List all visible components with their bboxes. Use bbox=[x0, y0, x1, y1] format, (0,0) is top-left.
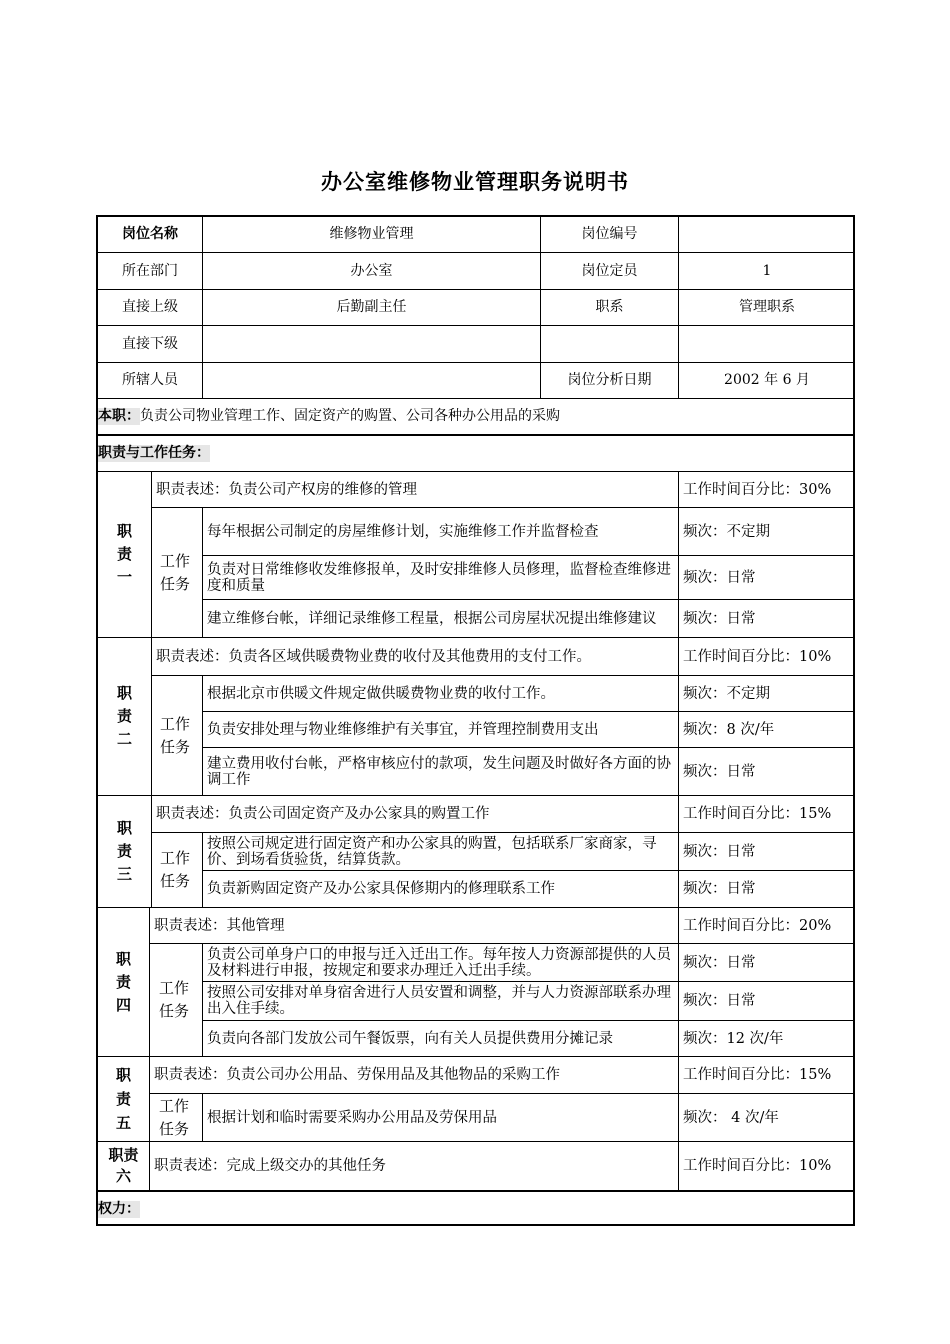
duty-5-task-1-freq: 频次： 4 次/年 bbox=[679, 1094, 855, 1142]
duty-4-label bbox=[98, 908, 150, 1057]
duty-summary-row bbox=[98, 399, 855, 436]
quota-value: 1 bbox=[679, 253, 855, 290]
duty-3-task-2: 负责新购固定资产及办公家具保修期内的修理联系工作 bbox=[203, 871, 679, 908]
duty-2-task-3: 建立费用收付台帐，严格审核应付的款项，发生问题及时做好各方面的协调工作 bbox=[203, 748, 679, 796]
duty-3-task-label bbox=[152, 833, 203, 908]
duty-1-task-1-freq: 频次：不定期 bbox=[679, 508, 855, 556]
authority-label: 权力： bbox=[98, 1200, 140, 1217]
duty-3-char-2: 责 bbox=[116, 842, 132, 860]
staff-value bbox=[203, 363, 541, 399]
quota-label: 岗位定员 bbox=[541, 253, 679, 290]
series-value: 管理职系 bbox=[679, 290, 855, 326]
duty-2-task-3-freq: 频次：日常 bbox=[679, 748, 855, 796]
position-name-label: 岗位名称 bbox=[98, 217, 203, 253]
duty-1-task-label bbox=[152, 508, 203, 638]
job-description-table bbox=[96, 215, 855, 1226]
duty-1-char-2: 责 bbox=[116, 545, 132, 563]
duty-2-char-1: 职 bbox=[116, 684, 132, 702]
subordinate-label: 直接下级 bbox=[98, 326, 203, 363]
duty-6-label bbox=[98, 1142, 150, 1191]
position-code-label: 岗位编号 bbox=[541, 217, 679, 253]
duty-1-task-1: 每年根据公司制定的房屋维修计划，实施维修工作并监督检查 bbox=[203, 508, 679, 556]
duties-header-row bbox=[98, 436, 855, 472]
duty-3-task-2-freq: 频次：日常 bbox=[679, 871, 855, 908]
duty-2-task-1: 根据北京市供暖文件规定做供暖费物业费的收付工作。 bbox=[203, 676, 679, 712]
authority-row bbox=[98, 1191, 855, 1226]
analysis-date-label: 岗位分析日期 bbox=[541, 363, 679, 399]
duty-2-description: 职责表述：负责各区域供暖费物业费的收付及其他费用的支付工作。 bbox=[152, 638, 679, 676]
duty-3-char-3: 三 bbox=[116, 865, 132, 883]
duty-4-percent: 工作时间百分比：20% bbox=[679, 908, 855, 944]
duty-5-label bbox=[98, 1057, 150, 1142]
duty-4-task-1-freq: 频次：日常 bbox=[679, 944, 855, 982]
duty-5-char-3: 五 bbox=[115, 1114, 131, 1132]
duty-summary-text: 负责公司物业管理工作、固定资产的购置、公司各种办公用品的采购 bbox=[140, 408, 560, 424]
duty-3-task-1-freq: 频次：日常 bbox=[679, 833, 855, 871]
duty-2-percent: 工作时间百分比：10% bbox=[679, 638, 855, 676]
duty-5-description: 职责表述：负责公司办公用品、劳保用品及其他物品的采购工作 bbox=[150, 1057, 679, 1094]
duty-6-char-2: 六 bbox=[115, 1167, 131, 1185]
duty-3-char-1: 职 bbox=[116, 819, 132, 837]
duty-1-task-3: 建立维修台帐，详细记录维修工程量，根据公司房屋状况提出维修建议 bbox=[203, 600, 679, 638]
duty-1-label bbox=[98, 472, 152, 638]
position-name-value: 维修物业管理 bbox=[203, 217, 541, 253]
duty-4-description: 职责表述：其他管理 bbox=[150, 908, 679, 944]
duty-1-task-3-freq: 频次：日常 bbox=[679, 600, 855, 638]
series-label: 职系 bbox=[541, 290, 679, 326]
department-label: 所在部门 bbox=[98, 253, 203, 290]
duty-1-task-2-freq: 频次：日常 bbox=[679, 556, 855, 600]
superior-value: 后勤副主任 bbox=[203, 290, 541, 326]
duty-4-task-3: 负责向各部门发放公司午餐饭票，向有关人员提供费用分摊记录 bbox=[203, 1021, 679, 1057]
duty-1-task-label-text: 工作任务 bbox=[160, 551, 191, 593]
subordinate-extra-1 bbox=[541, 326, 679, 363]
duty-1-char-1: 职 bbox=[116, 522, 132, 540]
duty-1-description: 职责表述：负责公司产权房的维修的管理 bbox=[152, 472, 679, 508]
department-value: 办公室 bbox=[203, 253, 541, 290]
duty-1-task-2: 负责对日常维修收发维修报单，及时安排维修人员修理，监督检查维修进度和质量 bbox=[203, 556, 679, 600]
analysis-date-value: 2002 年 6 月 bbox=[679, 363, 855, 399]
duty-6-char-1: 职责 bbox=[108, 1146, 139, 1164]
duty-5-task-1: 根据计划和临时需要采购办公用品及劳保用品 bbox=[203, 1094, 679, 1142]
duty-2-char-3: 二 bbox=[116, 730, 132, 748]
document-title: 办公室维修物业管理职务说明书 bbox=[321, 170, 629, 194]
duty-3-task-1: 按照公司规定进行固定资产和办公家具的购置，包括联系厂家商家，寻价、到场看货验货，结算货款。 bbox=[203, 833, 679, 871]
duty-2-label bbox=[98, 638, 152, 796]
duty-4-char-3: 四 bbox=[115, 995, 131, 1014]
duty-3-percent: 工作时间百分比：15% bbox=[679, 796, 855, 833]
duty-2-task-1-freq: 频次：不定期 bbox=[679, 676, 855, 712]
duty-5-char-1: 职 bbox=[115, 1066, 131, 1084]
duty-2-char-2: 责 bbox=[116, 707, 132, 725]
duty-1-char-3: 一 bbox=[116, 568, 132, 586]
duty-1-percent: 工作时间百分比：30% bbox=[679, 472, 855, 508]
position-code-value bbox=[679, 217, 855, 253]
duty-3-task-label-text: 工作任务 bbox=[160, 849, 191, 890]
duty-4-char-1: 职 bbox=[115, 949, 131, 968]
duty-3-description: 职责表述：负责公司固定资产及办公家具的购置工作 bbox=[152, 796, 679, 833]
duty-6-description: 职责表述：完成上级交办的其他任务 bbox=[150, 1142, 679, 1191]
subordinate-extra-2 bbox=[679, 326, 855, 363]
duty-4-task-2-freq: 频次：日常 bbox=[679, 982, 855, 1021]
duty-4-task-3-freq: 频次：12 次/年 bbox=[679, 1021, 855, 1057]
duty-5-char-2: 责 bbox=[115, 1090, 131, 1108]
duty-4-task-1: 负责公司单身户口的申报与迁入迁出工作。每年按人力资源部提供的人员及材料进行申报，按规定和要求办理迁入迁出手续。 bbox=[203, 944, 679, 982]
superior-label: 直接上级 bbox=[98, 290, 203, 326]
duty-summary-label: 本职： bbox=[98, 408, 140, 424]
duty-5-percent: 工作时间百分比：15% bbox=[679, 1057, 855, 1094]
subordinate-value bbox=[203, 326, 541, 363]
duty-4-task-label-text: 工作任务 bbox=[159, 979, 190, 1020]
duty-2-task-2-freq: 频次：8 次/年 bbox=[679, 712, 855, 748]
duty-5-task-label bbox=[150, 1094, 203, 1142]
duty-4-task-2: 按照公司安排对单身宿舍进行人员安置和调整，并与人力资源部联系办理出入住手续。 bbox=[203, 982, 679, 1021]
staff-label: 所辖人员 bbox=[98, 363, 203, 399]
duty-2-task-2: 负责安排处理与物业维修维护有关事宜，并管理控制费用支出 bbox=[203, 712, 679, 748]
duties-header: 职责与工作任务： bbox=[98, 445, 210, 461]
duty-6-percent: 工作时间百分比：10% bbox=[679, 1142, 855, 1191]
duty-2-task-label-text: 工作任务 bbox=[160, 714, 191, 756]
duty-4-char-2: 责 bbox=[115, 972, 131, 991]
duty-3-label bbox=[98, 796, 152, 908]
duty-5-task-label-text: 工作任务 bbox=[159, 1096, 190, 1138]
duty-2-task-label bbox=[152, 676, 203, 796]
duty-4-task-label bbox=[150, 944, 203, 1057]
